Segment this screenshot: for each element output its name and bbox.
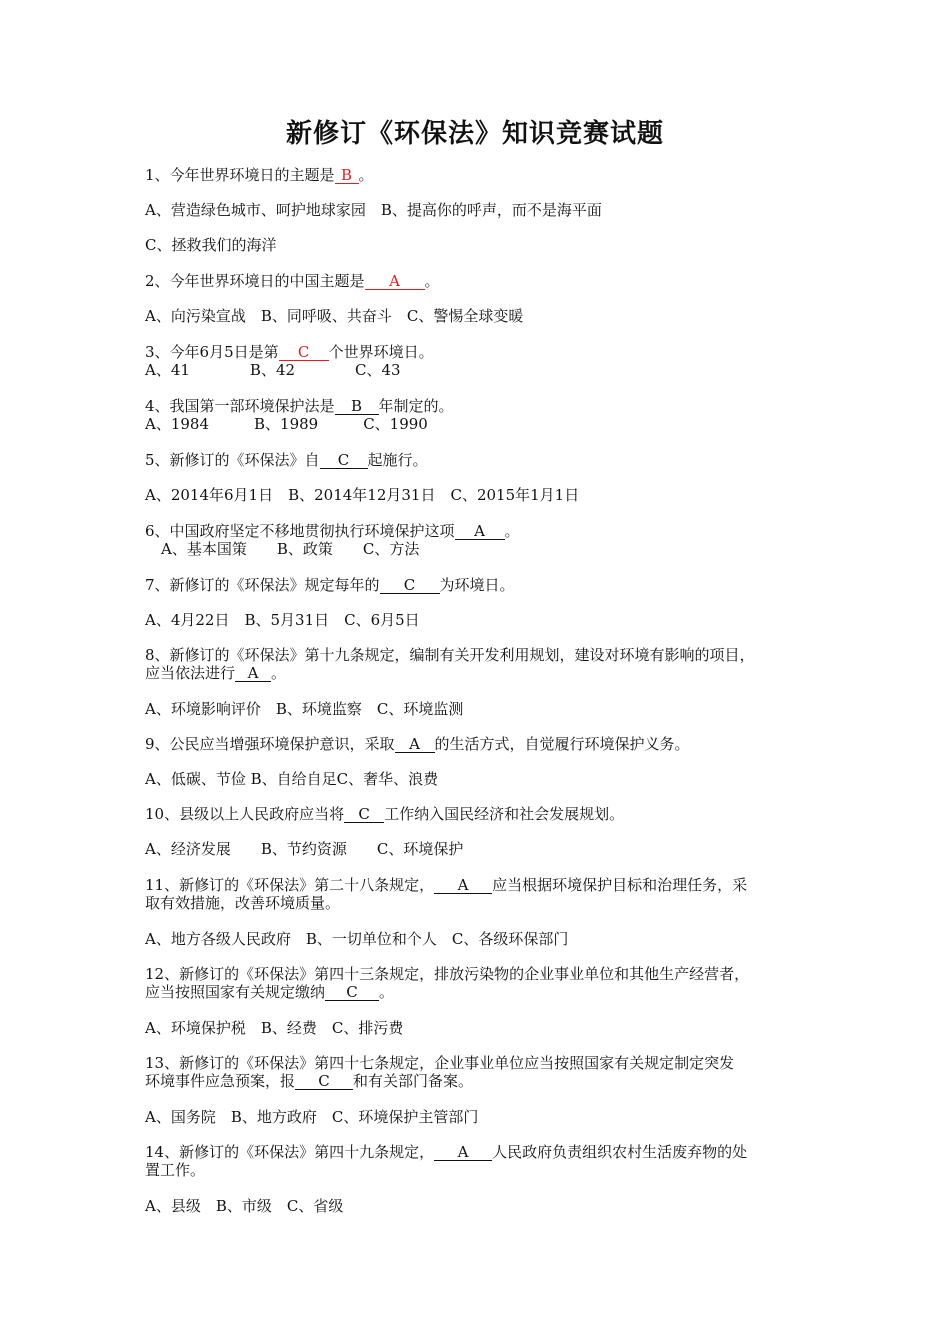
question-text: 。 <box>379 983 395 1001</box>
answer-blank: A <box>365 273 425 290</box>
question-8-line2 <box>145 664 286 682</box>
answer-blank: A <box>395 736 435 753</box>
option-line: A、向污染宣战 B、同呼吸、共奋斗 C、警惕全球变暖 <box>145 307 524 325</box>
question-text: 2、今年世界环境日的中国主题是 <box>145 272 365 290</box>
question-text: 和有关部门备案。 <box>353 1072 474 1090</box>
question-4 <box>145 397 454 415</box>
option-line: A、县级 B、市级 C、省级 <box>145 1197 344 1215</box>
question-text: 工作纳入国民经济和社会发展规划。 <box>384 805 625 823</box>
question-13-line1: 13、新修订的《环保法》第四十七条规定，企业事业单位应当按照国家有关规定制定突发 <box>145 1054 735 1072</box>
question-text: 14、新修订的《环保法》第四十九条规定， <box>145 1143 435 1161</box>
option-line: A、环境影响评价 B、环境监察 C、环境监测 <box>145 700 464 718</box>
question-3 <box>145 343 434 361</box>
question-text: 7、新修订的《环保法》规定每年的 <box>145 576 380 594</box>
question-text: 4、我国第一部环境保护法是 <box>145 397 335 415</box>
answer-blank: C <box>295 1073 353 1090</box>
question-text: 1、今年世界环境日的主题是 <box>145 166 335 184</box>
answer-blank: C <box>320 452 368 469</box>
question-text: 3、今年6月5日是第 <box>145 343 279 361</box>
question-9 <box>145 735 690 753</box>
question-text: 环境事件应急预案，报 <box>145 1072 296 1090</box>
question-text: 人民政府负责组织农村生活废弃物的处 <box>492 1143 748 1161</box>
question-11-line2: 取有效措施，改善环境质量。 <box>145 894 341 912</box>
answer-blank: C <box>344 806 384 823</box>
question-text: 。 <box>358 166 374 184</box>
option-line: A、环境保护税 B、经费 C、排污费 <box>145 1019 404 1037</box>
question-text: 11、新修订的《环保法》第二十八条规定， <box>145 876 435 894</box>
option-line: A、1984 B、1989 C、1990 <box>145 415 428 433</box>
answer-blank: A <box>434 1144 492 1161</box>
question-12-line1: 12、新修订的《环保法》第四十三条规定，排放污染物的企业事业单位和其他生产经营者， <box>145 965 750 983</box>
question-text: 年制定的。 <box>378 397 454 415</box>
question-14-line2: 置工作。 <box>145 1161 206 1179</box>
question-14-line1 <box>145 1143 747 1161</box>
question-12-line2 <box>145 983 394 1001</box>
answer-blank: A <box>434 877 492 894</box>
answer-blank: C <box>279 344 329 361</box>
option-line: A、地方各级人民政府 B、一切单位和个人 C、各级环保部门 <box>145 930 569 948</box>
question-10 <box>145 805 624 823</box>
question-7 <box>145 576 515 594</box>
question-text: 。 <box>504 522 520 540</box>
question-11-line1 <box>145 876 747 894</box>
answer-blank: A <box>455 523 505 540</box>
question-2 <box>145 272 440 290</box>
question-text: 9、公民应当增强环境保护意识，采取 <box>145 735 395 753</box>
answer-blank: B <box>335 398 379 415</box>
question-text: 6、中国政府坚定不移地贯彻执行环境保护这项 <box>145 522 455 540</box>
question-text: 应当依法进行 <box>145 664 236 682</box>
option-line: A、41 B、42 C、43 <box>145 361 401 379</box>
question-text: 。 <box>424 272 440 290</box>
question-text: 5、新修订的《环保法》自 <box>145 451 320 469</box>
question-6 <box>145 522 520 540</box>
answer-blank: A <box>235 665 271 682</box>
option-line: C、拯救我们的海洋 <box>145 236 277 254</box>
question-text: 个世界环境日。 <box>328 343 434 361</box>
option-line: A、低碳、节俭 B、自给自足C、奢华、浪费 <box>145 770 439 788</box>
question-text: 为环境日。 <box>439 576 515 594</box>
answer-blank: C <box>325 984 379 1001</box>
page-title: 新修订《环保法》知识竞赛试题 <box>285 119 664 149</box>
option-line: A、经济发展 B、节约资源 C、环境保护 <box>145 840 464 858</box>
question-text: 10、县级以上人民政府应当将 <box>145 805 345 823</box>
answer-blank: B <box>335 167 359 184</box>
question-text: 的生活方式，自觉履行环境保护义务。 <box>434 735 690 753</box>
question-text: 。 <box>271 664 287 682</box>
option-line: A、2014年6月1日 B、2014年12月31日 C、2015年1月1日 <box>145 486 580 504</box>
question-1 <box>145 166 374 184</box>
answer-blank: C <box>380 577 440 594</box>
option-line: A、国务院 B、地方政府 C、环境保护主管部门 <box>145 1108 479 1126</box>
question-5 <box>145 451 428 469</box>
question-text: 起施行。 <box>367 451 428 469</box>
question-13-line2 <box>145 1072 473 1090</box>
question-text: 应当按照国家有关规定缴纳 <box>145 983 326 1001</box>
question-8-line1: 8、新修订的《环保法》第十九条规定，编制有关开发利用规划，建设对环境有影响的项目， <box>145 646 755 664</box>
option-line: A、营造绿色城市、呵护地球家园 B、提高你的呼声，而不是海平面 <box>145 201 602 219</box>
question-text: 应当根据环境保护目标和治理任务，采 <box>492 876 748 894</box>
option-line: A、4月22日 B、5月31日 C、6月5日 <box>145 611 420 629</box>
option-line: A、基本国策 B、政策 C、方法 <box>161 540 420 558</box>
